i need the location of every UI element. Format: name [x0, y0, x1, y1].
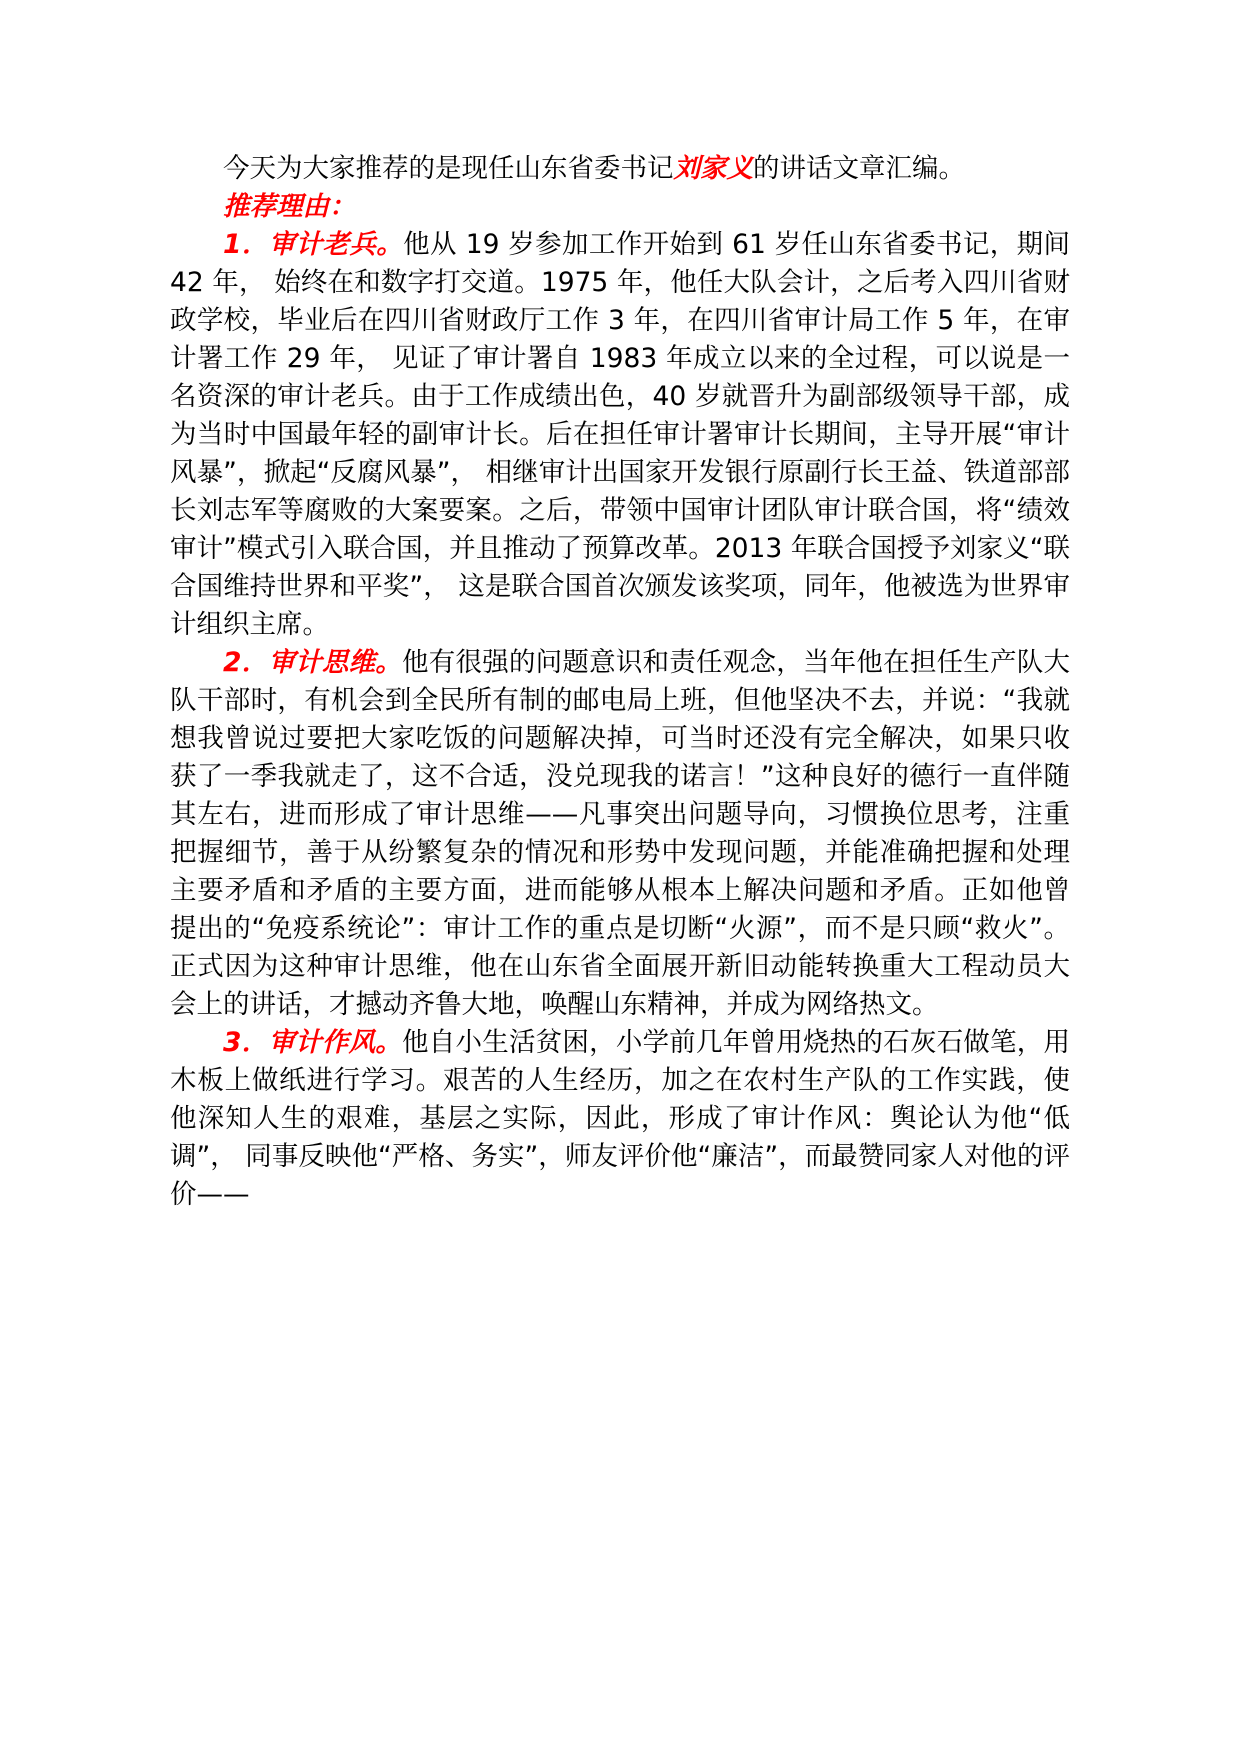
intro-text-before: 今天为大家推荐的是现任山东省委书记 — [223, 153, 674, 184]
intro-paragraph — [170, 150, 1070, 188]
reason-heading-paragraph — [170, 188, 1070, 226]
section-heading-1: 1．审计老兵。 — [223, 229, 404, 260]
section-paragraph-3 — [170, 1024, 1070, 1214]
section-body-1: 他从 19 岁参加工作开始到 61 岁任山东省委书记，期间 42 年， 始终在和数字打交道。1975 年，他任大队会计，之后考入四川省财政学校，毕业后在四川省财政厅工作 3 年，在四川省审计局工作 5 年，在审计署工作 29 年， 见证了审计署自 1983 年成立以来的全过程，可以说是一名资深的审计老兵。由于工作成绩出色，40 岁就晋升为副部级领导干部，成为当时中国最年轻的副审计长。后在担任审计署审计长期间，主导开展“审计风暴”，掀起“反腐风暴”， 相继审计出国家开发银行原副行长王益、铁道部部长刘志军等腐败的大案要案。之后，带领中国审计团队审计联合国，将“绩效审计”模式引入联合国，并且推动了预算改革。2013 年联合国授予刘家义“联合国维持世界和平奖”， 这是联合国首次颁发该奖项，同年，他被选为世界审计组织主席。 — [170, 229, 1070, 640]
section-body-3: 他自小生活贫困，小学前几年曾用烧热的石灰石做笔，用木板上做纸进行学习。艰苦的人生经历，加之在农村生产队的工作实践，使他深知人生的艰难，基层之实际，因此，形成了审计作风：舆论认为他“低调”， 同事反映他“严格、务实”，师友评价他“廉洁”，而最赞同家人对他的评价—— — [170, 1027, 1070, 1210]
reason-heading: 推荐理由： — [223, 191, 356, 222]
section-paragraph-2 — [170, 644, 1070, 1024]
intro-text-after: 的讲话文章汇编。 — [753, 153, 965, 184]
highlighted-name: 刘家义 — [673, 153, 753, 184]
section-heading-3: 3．审计作风。 — [223, 1027, 403, 1058]
section-paragraph-1 — [170, 226, 1070, 644]
document-body — [170, 150, 1070, 1214]
section-heading-2: 2．审计思维。 — [223, 647, 403, 678]
section-body-2: 他有很强的问题意识和责任观念，当年他在担任生产队大队干部时，有机会到全民所有制的邮电局上班，但他坚决不去，并说：“我就想我曾说过要把大家吃饭的问题解决掉，可当时还没有完全解决，如果只收获了一季我就走了，这不合适，没兑现我的诺言！”这种良好的德行一直伴随其左右，进而形成了审计思维——凡事突出问题导向，习惯换位思考，注重把握细节，善于从纷繁复杂的情况和形势中发现问题，并能准确把握和处理主要矛盾和矛盾的主要方面，进而能够从根本上解决问题和矛盾。正如他曾提出的“免疫系统论”：审计工作的重点是切断“火源”，而不是只顾“救火”。正式因为这种审计思维，他在山东省全面展开新旧动能转换重大工程动员大会上的讲话，才撼动齐鲁大地，唤醒山东精神，并成为网络热文。 — [170, 647, 1070, 1020]
